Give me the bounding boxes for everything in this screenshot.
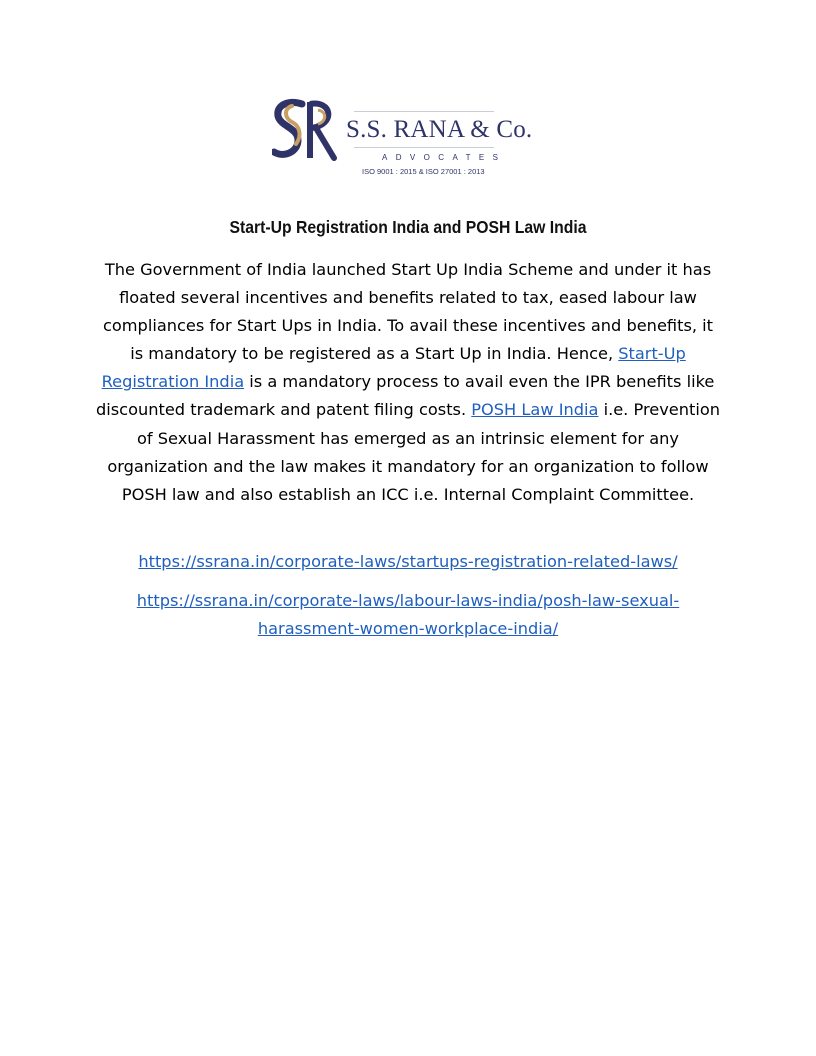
startups-url-link[interactable]: https://ssrana.in/corporate-laws/startups-registration-related-laws/: [138, 552, 678, 571]
posh-url-link[interactable]: https://ssrana.in/corporate-laws/labour-laws-india/posh-law-sexual-harassment-women-workplace-india/: [136, 591, 680, 638]
iso-certification: ISO 9001 : 2015 & ISO 27001 : 2013: [362, 167, 485, 176]
firm-name: S.S. RANA & Co.: [346, 116, 533, 143]
logo-bottom-rule: [354, 147, 494, 148]
paragraph-middle: is a mandatory process to avail even the IPR benefits like discounted trademark and patent filing costs.: [95, 372, 715, 420]
logo-top-rule: [354, 111, 494, 112]
reference-links: [90, 548, 726, 643]
startup-registration-link[interactable]: Start-Up Registration India: [101, 344, 686, 392]
firm-logo: [272, 96, 547, 180]
posh-law-link[interactable]: POSH Law India: [471, 400, 599, 420]
article-paragraph: [94, 256, 722, 509]
firm-tagline: ADVOCATES: [382, 153, 507, 162]
page-title: Start-Up Registration India and POSH Law India: [229, 217, 587, 237]
paragraph-intro: The Government of India launched Start Up India Scheme and under it has floated several incentives and benefits related to tax, eased labour law compliances for Start Ups in India. To avail these incentives and benefits, it is mandatory to be registered as a Start Up in India. Hence,: [102, 260, 714, 364]
paragraph-end: i.e. Prevention of Sexual Harassment has emerged as an intrinsic element for any organization and the law makes it mandatory for an organization to follow POSH law and also establish an ICC i.e. Internal Complaint Committee.: [107, 400, 721, 504]
sr-monogram-icon: [272, 96, 352, 166]
